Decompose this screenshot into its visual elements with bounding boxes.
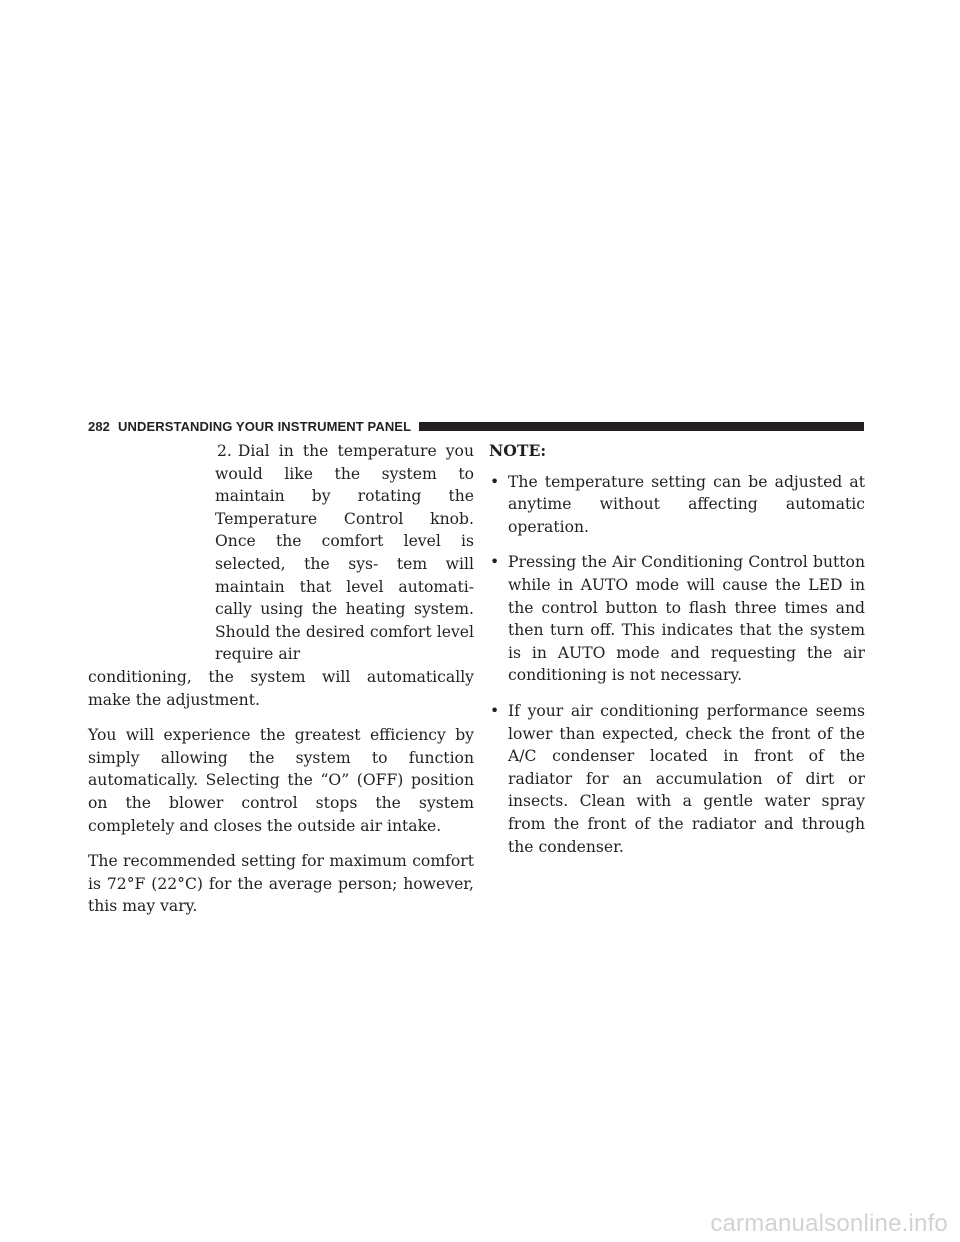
note-bullet-text: The temperature setting can be adjusted at anytime without affecting automatic operation.: [508, 472, 865, 536]
list-item: [489, 700, 865, 858]
efficiency-paragraph: You will experience the greatest efficiency by simply allowing the system to function automatically. Selecting the “O” (OFF) position on the blower control stops the system completely and closes the outside air intake.: [88, 726, 474, 835]
step-number: 2.: [217, 442, 232, 460]
watermark-text: carmanualsonline.info: [710, 1210, 948, 1237]
note-bullet-text: Pressing the Air Conditioning Control button while in AUTO mode will cause the LED in the control button to flash three times and then turn off. This indicates that the system is in AUTO mode and requesting the air conditioning is not necessary.: [508, 553, 865, 685]
left-column: [88, 440, 474, 918]
header-rule: [419, 422, 864, 431]
page-header: [88, 418, 864, 435]
list-item: [489, 471, 865, 539]
page-number: 282: [88, 419, 110, 434]
bullet-icon: •: [490, 472, 500, 491]
note-bullet-text: If your air conditioning performance seems lower than expected, check the front of the A/C condenser located in front of the radiator for an accumulation of dirt or insects. Clean with a gentle water spray from the front of the radiator and through the condenser.: [508, 701, 865, 856]
right-column: [489, 440, 865, 871]
step-text-3: cally using the heating system. Should the desired comfort level require air: [215, 600, 474, 664]
bullet-icon: •: [490, 701, 500, 720]
step-text-1: Dial in the temperature you would like the system to maintain by rotating the Temperature Control knob. Once the comfort level is selected, the sys-: [215, 442, 474, 573]
note-heading: NOTE:: [489, 441, 547, 460]
step-2-paragraph: [215, 440, 474, 666]
recommended-setting-paragraph: The recommended setting for maximum comfort is 72°F (22°C) for the average person; however, this may vary.: [88, 852, 474, 916]
step-text-2: tem will maintain that level automati-: [215, 554, 474, 596]
bullet-icon: •: [490, 553, 500, 572]
section-title: UNDERSTANDING YOUR INSTRUMENT PANEL: [118, 419, 412, 434]
step-2-continuation: conditioning, the system will automatically make the adjustment.: [88, 667, 474, 709]
note-list: [489, 471, 865, 859]
list-item: [489, 551, 865, 687]
